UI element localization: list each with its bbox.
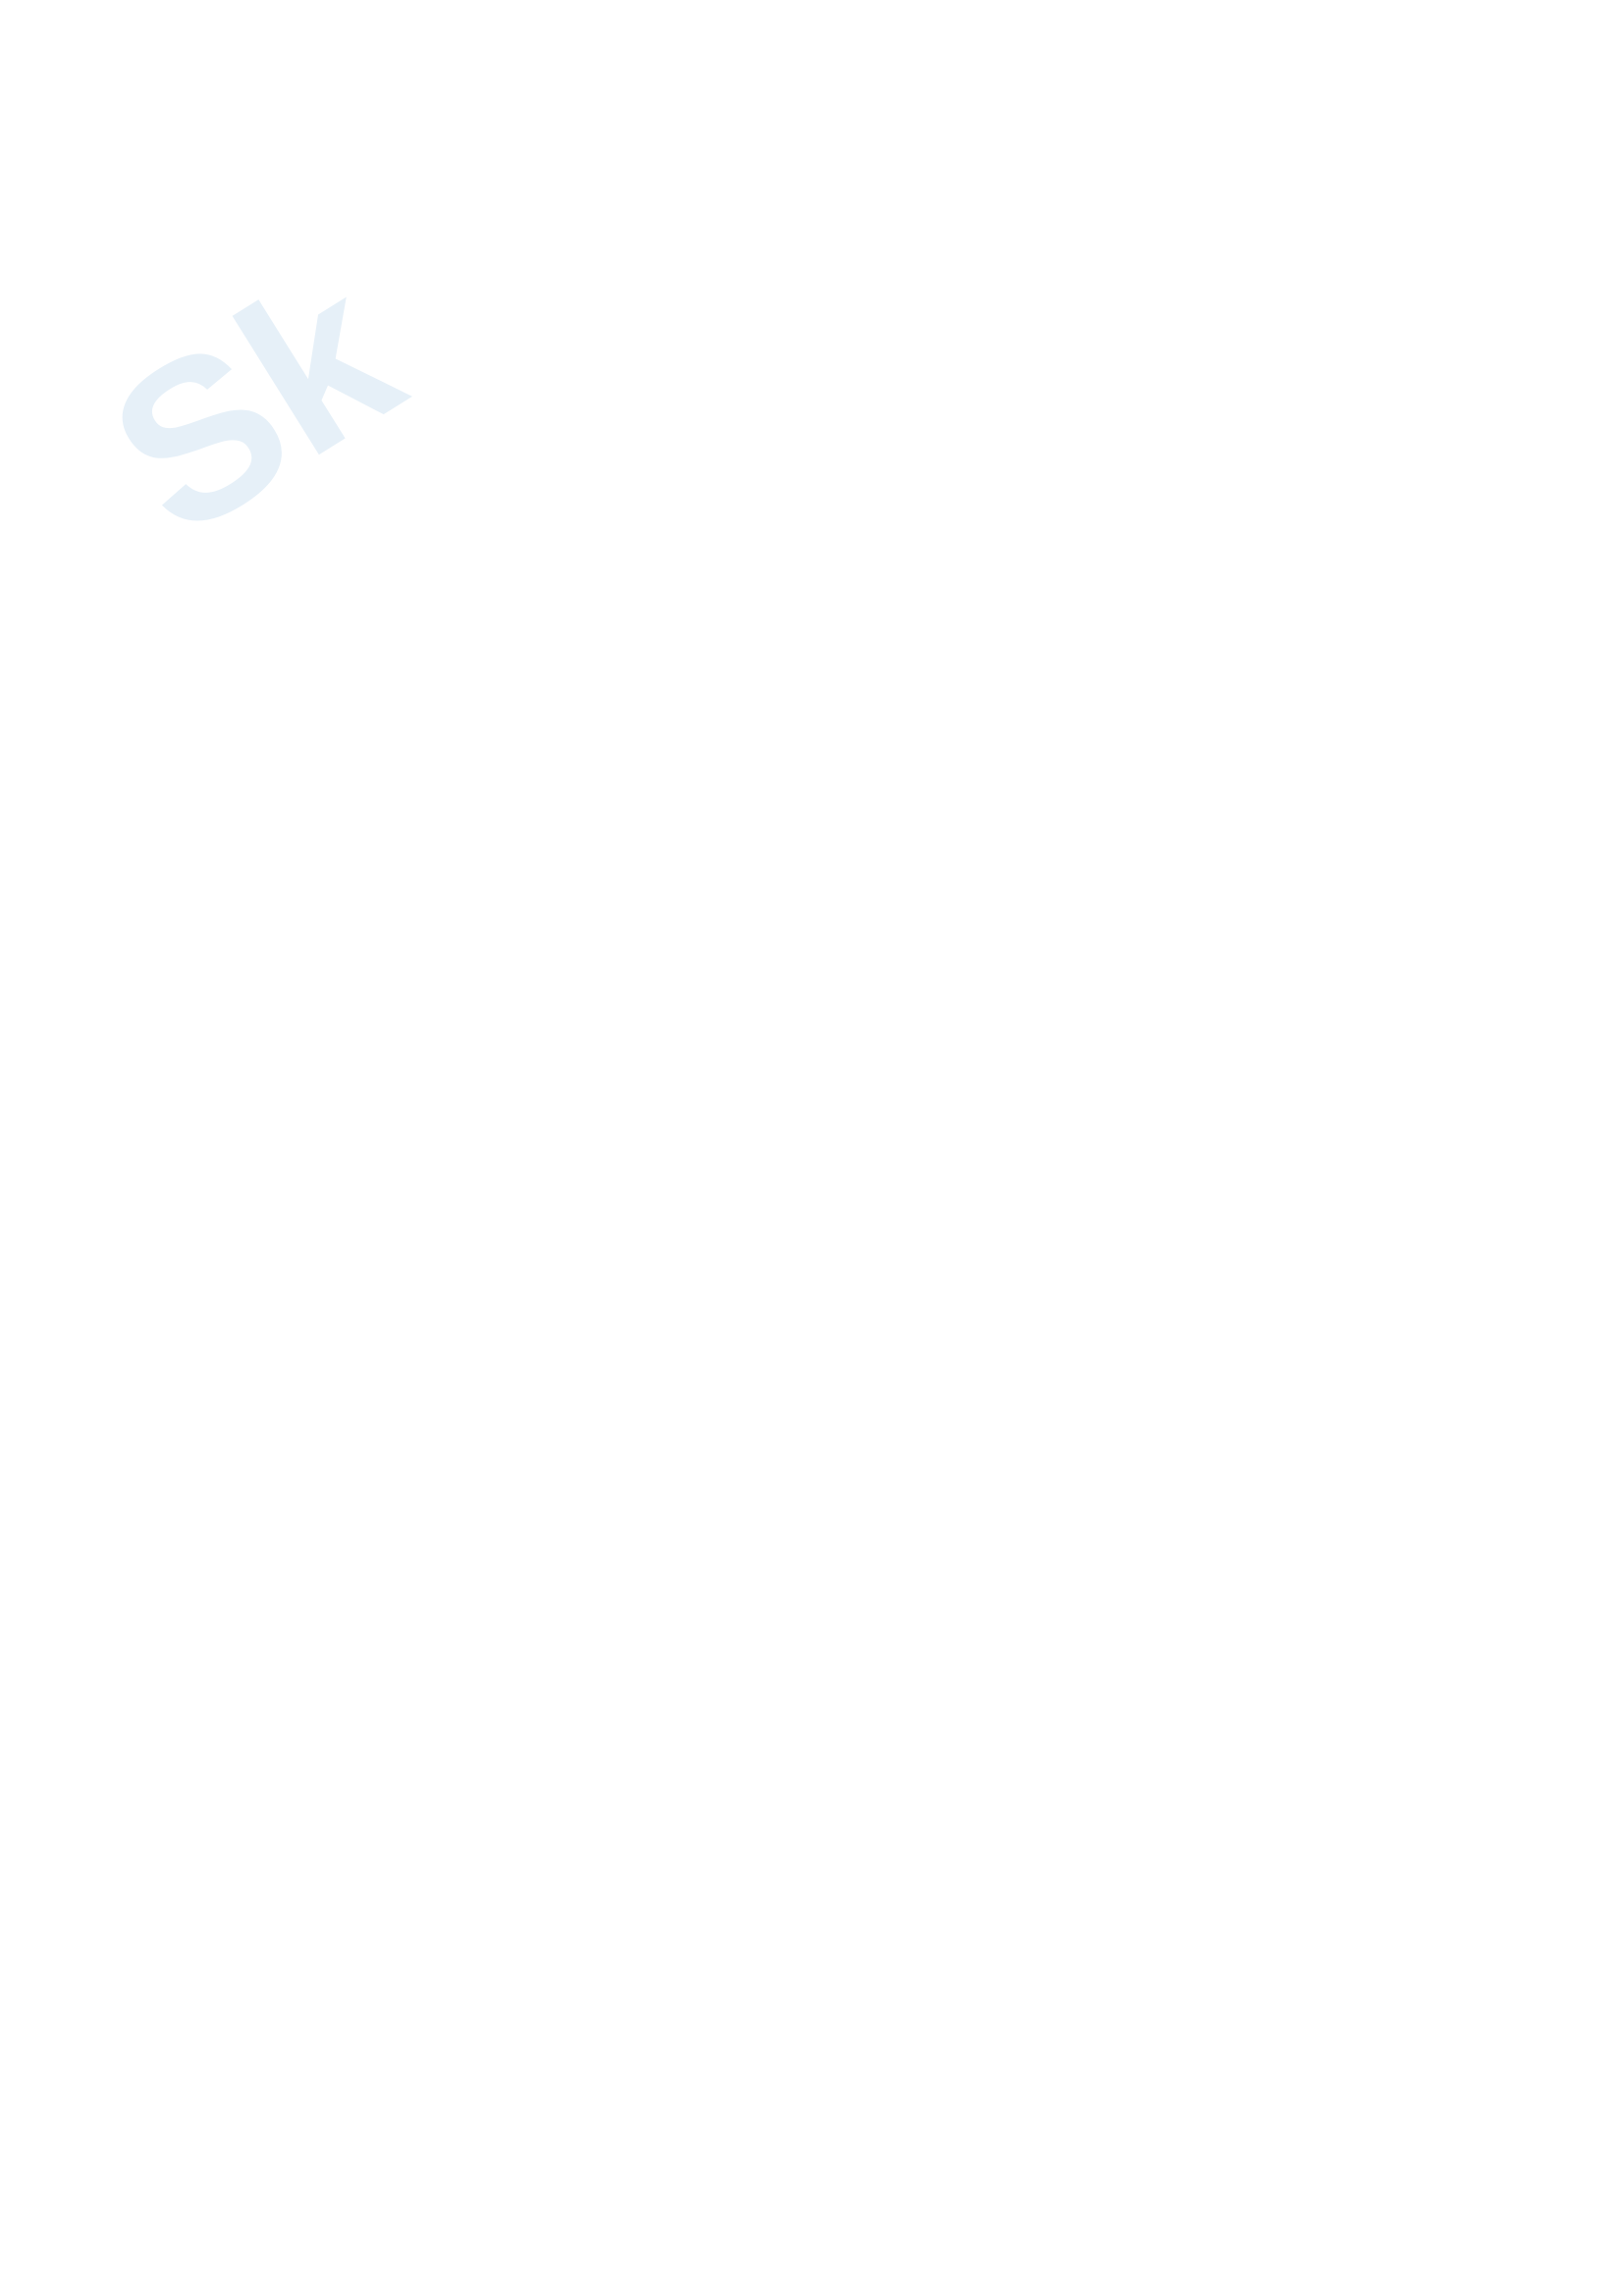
histogram-rnorm-10: [69, 1682, 520, 2056]
histogram-rnorm-10000: [972, 1765, 1483, 2177]
svg-text:Sk: Sk: [69, 223, 438, 584]
histogram-rnorm-100: [511, 1722, 972, 2114]
watermark-logo: [39, 79, 727, 589]
